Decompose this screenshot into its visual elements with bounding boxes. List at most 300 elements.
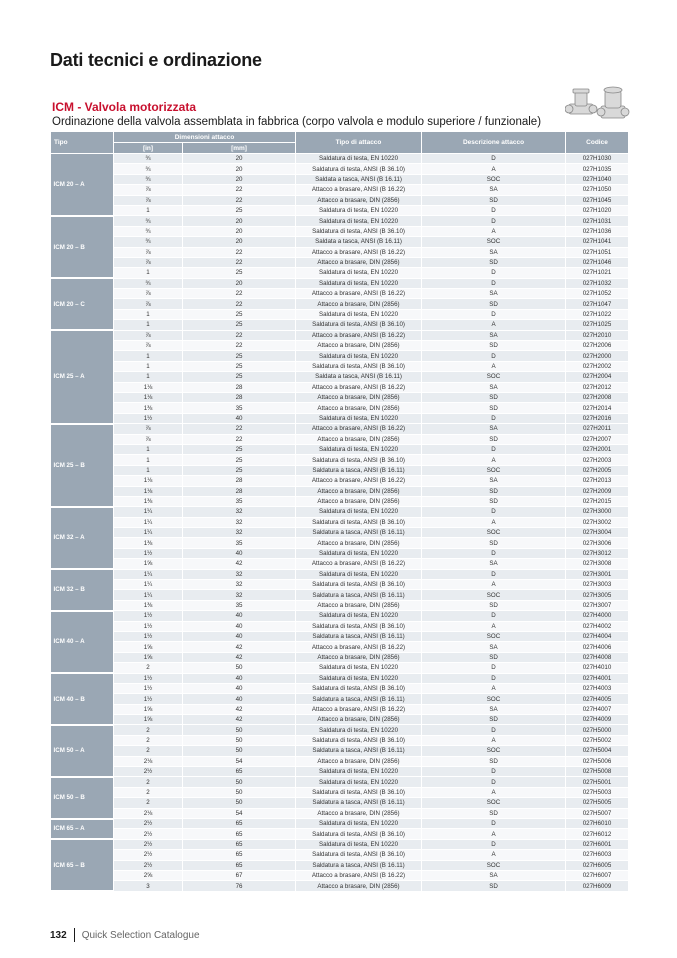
cell-desc: SD xyxy=(422,195,566,205)
cell-code: 027H4000 xyxy=(566,611,629,621)
cell-in: 2½ xyxy=(114,767,183,777)
table-row xyxy=(51,361,629,371)
cell-desc: D xyxy=(422,611,566,621)
table-row xyxy=(51,777,629,787)
cell-in: 1¼ xyxy=(114,590,183,600)
cell-in: 2⅛ xyxy=(114,756,183,766)
cell-in: 1⅛ xyxy=(114,476,183,486)
table-row xyxy=(51,268,629,278)
cell-mm: 35 xyxy=(183,538,296,548)
cell-tipo: Saldatura di testa, ANSI (B 36.10) xyxy=(296,164,422,174)
cell-in: ¾ xyxy=(114,278,183,288)
cell-desc: A xyxy=(422,580,566,590)
cell-mm: 25 xyxy=(183,455,296,465)
table-row xyxy=(51,767,629,777)
cell-desc: SA xyxy=(422,870,566,880)
cell-desc: SOC xyxy=(422,631,566,641)
group-label: ICM 40 – B xyxy=(51,673,114,725)
valve-product-icon xyxy=(565,84,631,124)
cell-code: 027H5006 xyxy=(566,756,629,766)
cell-tipo: Attacco a brasare, DIN (2856) xyxy=(296,486,422,496)
cell-desc: SA xyxy=(422,642,566,652)
cell-mm: 22 xyxy=(183,247,296,257)
cell-code: 027H2003 xyxy=(566,455,629,465)
cell-mm: 28 xyxy=(183,382,296,392)
cell-tipo: Attacco a brasare, DIN (2856) xyxy=(296,403,422,413)
cell-mm: 54 xyxy=(183,756,296,766)
cell-in: 2 xyxy=(114,798,183,808)
cell-mm: 35 xyxy=(183,600,296,610)
cell-code: 027H4005 xyxy=(566,694,629,704)
cell-tipo: Saldatura di testa, EN 10220 xyxy=(296,351,422,361)
cell-in: 1¼ xyxy=(114,517,183,527)
cell-desc: SD xyxy=(422,392,566,402)
cell-in: 1⅛ xyxy=(114,486,183,496)
cell-in: 2½ xyxy=(114,829,183,839)
cell-in: 3 xyxy=(114,881,183,891)
cell-code: 027H2010 xyxy=(566,330,629,340)
cell-desc: SA xyxy=(422,247,566,257)
cell-tipo: Attacco a brasare, DIN (2856) xyxy=(296,538,422,548)
table-row xyxy=(51,808,629,818)
cell-in: ⅞ xyxy=(114,185,183,195)
cell-in: 2 xyxy=(114,746,183,756)
table-row xyxy=(51,621,629,631)
cell-desc: D xyxy=(422,268,566,278)
cell-mm: 28 xyxy=(183,486,296,496)
cell-in: 1 xyxy=(114,465,183,475)
cell-code: 027H3012 xyxy=(566,548,629,558)
table-row xyxy=(51,538,629,548)
cell-tipo: Attacco a brasare, DIN (2856) xyxy=(296,341,422,351)
cell-code: 027H2016 xyxy=(566,413,629,423)
cell-tipo: Saldata a tasca, ANSI (B 16.11) xyxy=(296,237,422,247)
table-row xyxy=(51,382,629,392)
cell-code: 027H5004 xyxy=(566,746,629,756)
cell-mm: 32 xyxy=(183,590,296,600)
cell-in: 1⅝ xyxy=(114,704,183,714)
table-row xyxy=(51,205,629,215)
table-row xyxy=(51,455,629,465)
table-row xyxy=(51,434,629,444)
cell-in: 1⅛ xyxy=(114,382,183,392)
cell-tipo: Attacco a brasare, DIN (2856) xyxy=(296,756,422,766)
cell-tipo: Saldatura di testa, ANSI (B 36.10) xyxy=(296,829,422,839)
cell-code: 027H4004 xyxy=(566,631,629,641)
cell-desc: SD xyxy=(422,434,566,444)
cell-mm: 22 xyxy=(183,289,296,299)
cell-code: 027H1020 xyxy=(566,205,629,215)
catalogue-name: Quick Selection Catalogue xyxy=(81,929,200,941)
cell-mm: 20 xyxy=(183,154,296,164)
cell-in: ⅞ xyxy=(114,341,183,351)
cell-desc: SOC xyxy=(422,528,566,538)
cell-code: 027H4001 xyxy=(566,673,629,683)
cell-tipo: Attacco a brasare, ANSI (B 16.22) xyxy=(296,424,422,434)
cell-mm: 28 xyxy=(183,476,296,486)
cell-tipo: Saldatura di testa, ANSI (B 36.10) xyxy=(296,455,422,465)
cell-desc: D xyxy=(422,351,566,361)
cell-code: 027H2014 xyxy=(566,403,629,413)
cell-mm: 42 xyxy=(183,642,296,652)
cell-code: 027H2002 xyxy=(566,361,629,371)
cell-mm: 25 xyxy=(183,351,296,361)
cell-mm: 76 xyxy=(183,881,296,891)
cell-code: 027H4010 xyxy=(566,663,629,673)
cell-in: 1⅜ xyxy=(114,403,183,413)
cell-tipo: Attacco a brasare, ANSI (B 16.22) xyxy=(296,642,422,652)
cell-code: 027H6012 xyxy=(566,829,629,839)
cell-tipo: Saldatura di testa, EN 10220 xyxy=(296,309,422,319)
cell-code: 027H5003 xyxy=(566,787,629,797)
footer-divider xyxy=(74,928,75,942)
cell-code: 027H6007 xyxy=(566,870,629,880)
cell-mm: 40 xyxy=(183,621,296,631)
cell-in: ¾ xyxy=(114,154,183,164)
cell-code: 027H1052 xyxy=(566,289,629,299)
cell-in: 1⅜ xyxy=(114,538,183,548)
table-row xyxy=(51,787,629,797)
cell-desc: D xyxy=(422,663,566,673)
cell-desc: A xyxy=(422,517,566,527)
cell-tipo: Saldata a tasca, ANSI (B 16.11) xyxy=(296,174,422,184)
cell-tipo: Saldatura a tasca, ANSI (B 16.11) xyxy=(296,798,422,808)
cell-in: 1½ xyxy=(114,611,183,621)
cell-tipo: Attacco a brasare, ANSI (B 16.22) xyxy=(296,476,422,486)
table-row xyxy=(51,829,629,839)
cell-desc: A xyxy=(422,735,566,745)
cell-desc: SOC xyxy=(422,746,566,756)
cell-in: 1 xyxy=(114,361,183,371)
cell-code: 027H1032 xyxy=(566,278,629,288)
cell-mm: 22 xyxy=(183,257,296,267)
cell-desc: SA xyxy=(422,330,566,340)
cell-mm: 67 xyxy=(183,870,296,880)
cell-code: 027H2001 xyxy=(566,444,629,454)
cell-in: 1⅜ xyxy=(114,496,183,506)
cell-in: 1⅜ xyxy=(114,600,183,610)
table-header-row xyxy=(51,132,629,143)
cell-mm: 32 xyxy=(183,569,296,579)
group-label: ICM 32 – A xyxy=(51,507,114,569)
cell-mm: 20 xyxy=(183,216,296,226)
cell-mm: 22 xyxy=(183,341,296,351)
cell-code: 027H6001 xyxy=(566,839,629,849)
table-row xyxy=(51,860,629,870)
table-row xyxy=(51,881,629,891)
cell-tipo: Saldatura di testa, ANSI (B 36.10) xyxy=(296,621,422,631)
cell-desc: SD xyxy=(422,715,566,725)
cell-in: 1½ xyxy=(114,694,183,704)
cell-desc: SD xyxy=(422,257,566,267)
cell-tipo: Saldatura di testa, EN 10220 xyxy=(296,205,422,215)
cell-desc: SD xyxy=(422,299,566,309)
cell-mm: 42 xyxy=(183,652,296,662)
cell-in: 1 xyxy=(114,205,183,215)
cell-tipo: Saldatura di testa, ANSI (B 36.10) xyxy=(296,226,422,236)
cell-desc: A xyxy=(422,226,566,236)
cell-tipo: Attacco a brasare, ANSI (B 16.22) xyxy=(296,330,422,340)
cell-code: 027H1041 xyxy=(566,237,629,247)
cell-code: 027H2015 xyxy=(566,496,629,506)
table-row xyxy=(51,195,629,205)
table-row xyxy=(51,247,629,257)
cell-mm: 22 xyxy=(183,330,296,340)
cell-code: 027H1046 xyxy=(566,257,629,267)
cell-tipo: Saldatura di testa, EN 10220 xyxy=(296,611,422,621)
cell-tipo: Saldatura a tasca, ANSI (B 16.11) xyxy=(296,860,422,870)
cell-desc: D xyxy=(422,673,566,683)
table-row xyxy=(51,839,629,849)
table-row xyxy=(51,330,629,340)
group-label: ICM 32 – B xyxy=(51,569,114,611)
cell-code: 027H3006 xyxy=(566,538,629,548)
cell-desc: D xyxy=(422,548,566,558)
cell-desc: A xyxy=(422,787,566,797)
table-row xyxy=(51,725,629,735)
cell-code: 027H2006 xyxy=(566,341,629,351)
cell-in: 2½ xyxy=(114,860,183,870)
cell-tipo: Saldatura di testa, EN 10220 xyxy=(296,663,422,673)
order-table-container xyxy=(50,131,628,892)
cell-tipo: Saldatura di testa, ANSI (B 36.10) xyxy=(296,517,422,527)
cell-mm: 35 xyxy=(183,496,296,506)
header-dimensioni: Dimensioni attacco xyxy=(114,132,296,143)
section-subtitle: Ordinazione della valvola assemblata in fabbrica (corpo valvola e modulo superiore / funzionale) xyxy=(52,116,542,128)
table-row xyxy=(51,351,629,361)
cell-tipo: Saldatura di testa, ANSI (B 36.10) xyxy=(296,850,422,860)
table-row xyxy=(51,580,629,590)
cell-in: 1⅝ xyxy=(114,652,183,662)
cell-code: 027H5001 xyxy=(566,777,629,787)
table-row xyxy=(51,444,629,454)
group-label: ICM 50 – A xyxy=(51,725,114,777)
group-label: ICM 20 – B xyxy=(51,216,114,278)
cell-code: 027H1035 xyxy=(566,164,629,174)
cell-code: 027H3005 xyxy=(566,590,629,600)
table-row xyxy=(51,299,629,309)
cell-code: 027H3000 xyxy=(566,507,629,517)
cell-tipo: Saldatura di testa, EN 10220 xyxy=(296,413,422,423)
cell-desc: D xyxy=(422,278,566,288)
cell-in: 1 xyxy=(114,351,183,361)
header-mm: [mm] xyxy=(183,143,296,154)
table-row xyxy=(51,226,629,236)
cell-in: 1 xyxy=(114,320,183,330)
cell-mm: 35 xyxy=(183,403,296,413)
cell-desc: SOC xyxy=(422,590,566,600)
cell-in: ¾ xyxy=(114,237,183,247)
cell-tipo: Attacco a brasare, DIN (2856) xyxy=(296,257,422,267)
cell-tipo: Attacco a brasare, DIN (2856) xyxy=(296,392,422,402)
cell-mm: 54 xyxy=(183,808,296,818)
cell-tipo: Saldatura a tasca, ANSI (B 16.11) xyxy=(296,694,422,704)
cell-in: 1⅝ xyxy=(114,559,183,569)
cell-desc: D xyxy=(422,444,566,454)
cell-tipo: Attacco a brasare, ANSI (B 16.22) xyxy=(296,870,422,880)
table-row xyxy=(51,278,629,288)
cell-tipo: Saldatura a tasca, ANSI (B 16.11) xyxy=(296,631,422,641)
cell-code: 027H1022 xyxy=(566,309,629,319)
cell-in: 1 xyxy=(114,444,183,454)
cell-mm: 50 xyxy=(183,798,296,808)
cell-code: 027H4003 xyxy=(566,683,629,693)
cell-in: 2 xyxy=(114,735,183,745)
cell-mm: 50 xyxy=(183,746,296,756)
cell-in: 1⅛ xyxy=(114,392,183,402)
table-row xyxy=(51,652,629,662)
cell-code: 027H2012 xyxy=(566,382,629,392)
cell-tipo: Saldatura di testa, EN 10220 xyxy=(296,548,422,558)
cell-in: 1 xyxy=(114,455,183,465)
table-row xyxy=(51,496,629,506)
cell-mm: 20 xyxy=(183,226,296,236)
cell-desc: SD xyxy=(422,403,566,413)
table-row xyxy=(51,611,629,621)
cell-desc: D xyxy=(422,819,566,829)
cell-mm: 22 xyxy=(183,299,296,309)
cell-in: ⅞ xyxy=(114,247,183,257)
cell-desc: SOC xyxy=(422,465,566,475)
table-row xyxy=(51,341,629,351)
table-row xyxy=(51,372,629,382)
table-row xyxy=(51,309,629,319)
table-row xyxy=(51,870,629,880)
group-label: ICM 20 – A xyxy=(51,154,114,216)
cell-desc: A xyxy=(422,455,566,465)
cell-tipo: Saldatura di testa, EN 10220 xyxy=(296,767,422,777)
table-row xyxy=(51,819,629,829)
cell-tipo: Saldatura di testa, EN 10220 xyxy=(296,216,422,226)
cell-tipo: Attacco a brasare, ANSI (B 16.22) xyxy=(296,185,422,195)
cell-in: 1½ xyxy=(114,621,183,631)
cell-mm: 42 xyxy=(183,715,296,725)
cell-tipo: Saldatura di testa, EN 10220 xyxy=(296,268,422,278)
table-row xyxy=(51,746,629,756)
cell-tipo: Saldatura di testa, EN 10220 xyxy=(296,819,422,829)
cell-code: 027H1040 xyxy=(566,174,629,184)
cell-desc: D xyxy=(422,569,566,579)
table-row xyxy=(51,735,629,745)
cell-in: ⅞ xyxy=(114,434,183,444)
cell-mm: 28 xyxy=(183,392,296,402)
cell-mm: 20 xyxy=(183,237,296,247)
table-row xyxy=(51,465,629,475)
cell-in: ¾ xyxy=(114,226,183,236)
table-row xyxy=(51,413,629,423)
cell-mm: 50 xyxy=(183,777,296,787)
cell-code: 027H1021 xyxy=(566,268,629,278)
cell-tipo: Attacco a brasare, DIN (2856) xyxy=(296,434,422,444)
table-row xyxy=(51,850,629,860)
cell-desc: D xyxy=(422,725,566,735)
group-label: ICM 65 – B xyxy=(51,839,114,891)
cell-in: 1 xyxy=(114,372,183,382)
cell-desc: SA xyxy=(422,559,566,569)
cell-mm: 20 xyxy=(183,164,296,174)
cell-in: ⅞ xyxy=(114,195,183,205)
table-row xyxy=(51,528,629,538)
cell-code: 027H4006 xyxy=(566,642,629,652)
table-row xyxy=(51,663,629,673)
cell-tipo: Saldatura di testa, EN 10220 xyxy=(296,777,422,787)
cell-desc: D xyxy=(422,507,566,517)
cell-mm: 32 xyxy=(183,517,296,527)
table-row xyxy=(51,673,629,683)
cell-in: 1½ xyxy=(114,683,183,693)
cell-in: 2 xyxy=(114,663,183,673)
cell-desc: SA xyxy=(422,476,566,486)
table-row xyxy=(51,164,629,174)
cell-desc: A xyxy=(422,320,566,330)
cell-code: 027H1045 xyxy=(566,195,629,205)
cell-desc: SA xyxy=(422,289,566,299)
section-title: ICM - Valvola motorizzata xyxy=(52,100,197,114)
order-table xyxy=(50,131,629,892)
cell-in: ¾ xyxy=(114,216,183,226)
cell-mm: 50 xyxy=(183,663,296,673)
cell-code: 027H3003 xyxy=(566,580,629,590)
cell-desc: A xyxy=(422,829,566,839)
cell-desc: SD xyxy=(422,341,566,351)
cell-desc: D xyxy=(422,154,566,164)
cell-code: 027H2005 xyxy=(566,465,629,475)
table-row xyxy=(51,798,629,808)
table-row xyxy=(51,559,629,569)
cell-mm: 25 xyxy=(183,320,296,330)
cell-desc: SD xyxy=(422,486,566,496)
table-row xyxy=(51,507,629,517)
cell-desc: SD xyxy=(422,600,566,610)
page-footer xyxy=(50,928,200,942)
cell-code: 027H5002 xyxy=(566,735,629,745)
cell-mm: 32 xyxy=(183,580,296,590)
cell-tipo: Attacco a brasare, DIN (2856) xyxy=(296,195,422,205)
table-row xyxy=(51,403,629,413)
cell-code: 027H4007 xyxy=(566,704,629,714)
table-body xyxy=(51,154,629,892)
cell-tipo: Saldatura a tasca, ANSI (B 16.11) xyxy=(296,746,422,756)
cell-in: ⅞ xyxy=(114,330,183,340)
cell-desc: A xyxy=(422,164,566,174)
cell-in: ¾ xyxy=(114,174,183,184)
cell-tipo: Saldatura di testa, EN 10220 xyxy=(296,507,422,517)
cell-in: 1⅝ xyxy=(114,715,183,725)
table-row xyxy=(51,517,629,527)
table-row xyxy=(51,320,629,330)
cell-code: 027H5008 xyxy=(566,767,629,777)
cell-desc: SOC xyxy=(422,174,566,184)
cell-mm: 65 xyxy=(183,839,296,849)
cell-tipo: Attacco a brasare, ANSI (B 16.22) xyxy=(296,289,422,299)
group-label: ICM 25 – A xyxy=(51,330,114,424)
table-row xyxy=(51,548,629,558)
cell-code: 027H5005 xyxy=(566,798,629,808)
cell-desc: SD xyxy=(422,881,566,891)
cell-tipo: Saldatura a tasca, ANSI (B 16.11) xyxy=(296,465,422,475)
table-row xyxy=(51,185,629,195)
cell-tipo: Saldatura di testa, ANSI (B 36.10) xyxy=(296,683,422,693)
cell-in: 1½ xyxy=(114,548,183,558)
cell-code: 027H3001 xyxy=(566,569,629,579)
table-row xyxy=(51,683,629,693)
cell-mm: 40 xyxy=(183,631,296,641)
cell-tipo: Attacco a brasare, ANSI (B 16.22) xyxy=(296,247,422,257)
table-row xyxy=(51,569,629,579)
cell-mm: 20 xyxy=(183,278,296,288)
cell-in: 2 xyxy=(114,725,183,735)
cell-tipo: Attacco a brasare, DIN (2856) xyxy=(296,881,422,891)
